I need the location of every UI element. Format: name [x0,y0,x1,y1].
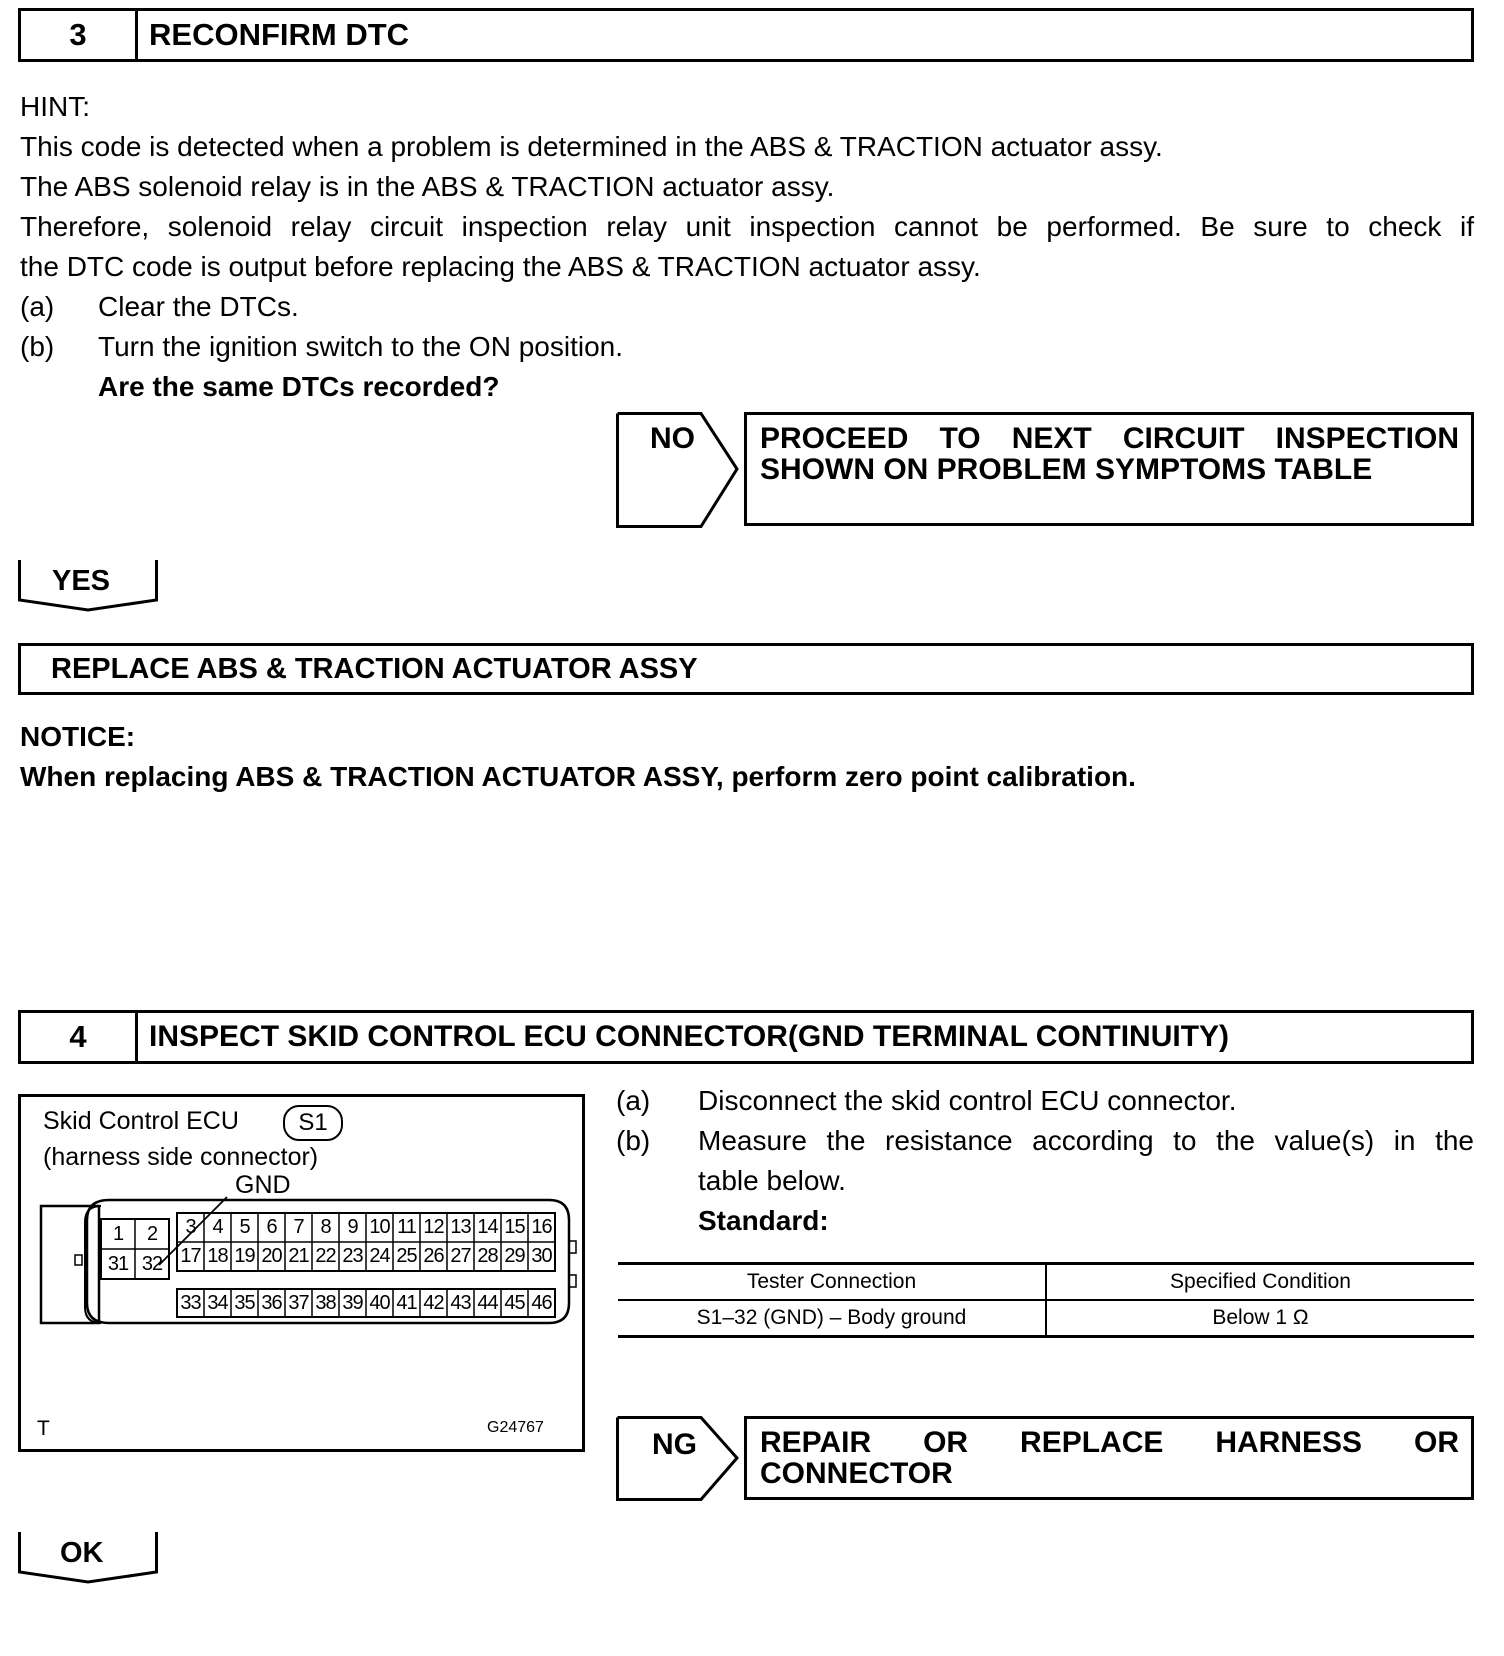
connector-pin-label: 38 [315,1292,336,1314]
notice-text: When replacing ABS & TRACTION ACTUATOR ASSY, perform zero point calibration. [20,761,1136,792]
connector-pin-label: 12 [423,1216,444,1238]
connector-pin-label: 41 [396,1292,417,1314]
gnd-label: GND [235,1171,291,1199]
connector-pin-label: 11 [397,1216,416,1238]
hint-line-4: the DTC code is output before replacing the ABS & TRACTION actuator assy. [20,251,981,282]
step4-title: INSPECT SKID CONTROL ECU CONNECTOR(GND TERMINAL CONTINUITY) [149,1020,1230,1053]
connector-pin-label: 31 [107,1253,129,1275]
connector-pin-label: 5 [239,1216,250,1238]
hint-label: HINT: [20,91,90,122]
connector-pin-label: 10 [369,1216,390,1238]
ng-result-line-1: REPAIR OR REPLACE HARNESS OR [760,1426,1459,1459]
step4-a-marker: (a) [616,1085,651,1116]
connector-pin-label: 7 [293,1216,304,1238]
notice-label: NOTICE: [20,721,136,752]
connector-pin-label: 28 [477,1245,498,1267]
hint-line-3: Therefore, solenoid relay circuit inspection relay unit inspection cannot be performed. Be sure to check if [20,211,1474,242]
connector-pin-label: 37 [288,1292,309,1314]
step3-a-marker: (a) [20,291,55,322]
no-label: NO [650,422,695,455]
ok-label: OK [60,1537,104,1569]
table-cell: S1–32 (GND) – Body ground [618,1300,1046,1337]
connector-pin-label: 30 [531,1245,552,1267]
connector-pin-label: 22 [315,1245,336,1267]
no-result-line-1: PROCEED TO NEXT CIRCUIT INSPECTION [760,422,1459,455]
table-header-cell: Specified Condition [1046,1264,1474,1301]
connector-pin-label: 32 [141,1253,163,1275]
connector-pin-label: 17 [180,1245,201,1267]
ng-label: NG [652,1428,697,1461]
ng-result-box [744,1416,1474,1500]
step4-b-text-2: table below. [698,1165,846,1196]
connector-pin-label: 21 [288,1245,309,1267]
connector-pin-label: 27 [450,1245,471,1267]
table-header-cell: Tester Connection [618,1264,1046,1301]
step3-a-text: Clear the DTCs. [98,291,299,322]
no-result-box [744,412,1474,526]
connector-pin-label: 2 [146,1223,158,1245]
step4-a-text: Disconnect the skid control ECU connector. [698,1085,1237,1116]
step4-b-marker: (b) [616,1125,651,1156]
connector-pin-label: 15 [504,1216,525,1238]
connector-pin-label: 29 [504,1245,525,1267]
connector-pin-label: 25 [396,1245,417,1267]
connector-pin-label: 8 [320,1216,331,1238]
connector-pin-label: 1 [112,1223,124,1245]
connector-pin-label: 23 [342,1245,363,1267]
table-row [618,1300,1474,1337]
connector-pin-label: 35 [234,1292,255,1314]
figure-subtitle: (harness side connector) [43,1143,319,1171]
connector-pin-label: 19 [234,1245,255,1267]
step4-header [18,1010,1474,1064]
standard-table [618,1262,1474,1338]
table-header-row [618,1264,1474,1301]
step4-number: 4 [21,1013,138,1061]
connector-pin-label: 36 [261,1292,282,1314]
ng-result-line-2: CONNECTOR [760,1457,953,1490]
connector-pin-label: 43 [450,1292,471,1314]
step3-number: 3 [21,11,138,59]
connector-pin-label: 45 [504,1292,525,1314]
step3-question: Are the same DTCs recorded? [98,371,500,402]
replace-title: REPLACE ABS & TRACTION ACTUATOR ASSY [51,652,698,685]
connector-pin-label: 9 [347,1216,358,1238]
connector-pin-label: 18 [207,1245,228,1267]
table-cell: Below 1 Ω [1046,1300,1474,1337]
connector-pin-label: 26 [423,1245,444,1267]
connector-pin-label: 40 [369,1292,390,1314]
replace-box [18,643,1474,695]
connector-pin-label: 42 [423,1292,444,1314]
connector-pin-label: 6 [266,1216,277,1238]
hint-line-1: This code is detected when a problem is determined in the ABS & TRACTION actuator assy. [20,131,1163,162]
step3-title: RECONFIRM DTC [149,17,410,52]
connector-pin-label: 13 [450,1216,471,1238]
connector-figure [18,1094,585,1452]
connector-pin-label: 24 [369,1245,390,1267]
connector-pin-label: 16 [531,1216,552,1238]
hint-line-2: The ABS solenoid relay is in the ABS & TRACTION actuator assy. [20,171,835,202]
connector-pin-label: 14 [477,1216,498,1238]
connector-pin-label: 46 [531,1292,552,1314]
connector-pin-label: 44 [477,1292,498,1314]
connector-pin-label: 33 [180,1292,201,1314]
connector-pin-label: 39 [342,1292,363,1314]
connector-pin-label: 4 [212,1216,223,1238]
figure-title: Skid Control ECU [43,1107,239,1135]
no-result-line-2: SHOWN ON PROBLEM SYMPTOMS TABLE [760,453,1373,486]
figure-corner-left: T [37,1417,50,1440]
connector-pin-label: 34 [207,1292,228,1314]
figure-code: G24767 [487,1419,544,1436]
yes-label: YES [52,565,111,597]
step3-b-text: Turn the ignition switch to the ON position. [98,331,623,362]
step4-b-text-1: Measure the resistance according to the value(s) in the [698,1125,1474,1156]
connector-id-badge: S1 [283,1105,343,1141]
standard-label: Standard: [698,1205,829,1236]
step3-b-marker: (b) [20,331,55,362]
step3-header [18,8,1474,62]
connector-pin-label: 3 [185,1216,196,1238]
connector-pin-label: 20 [261,1245,282,1267]
